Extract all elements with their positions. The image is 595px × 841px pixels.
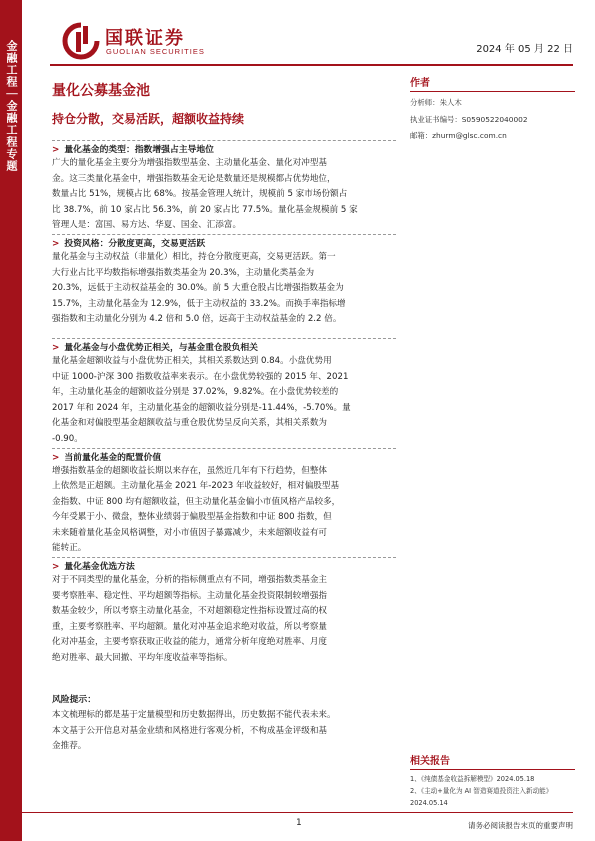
- paragraph-line: 20.3%，远低于主动权益基金的 30.0%。前 5 大重仓股占比增强指数基金为: [52, 283, 344, 294]
- paragraph-line: 能转正。: [52, 543, 87, 554]
- section-heading: > 量化基金与小盘优势正相关，与基金重仓股负相关: [52, 338, 396, 354]
- footer-divider: [22, 812, 573, 813]
- paragraph-line: 年，主动量化基金的超额收益分别是 37.02%，9.82%。在小盘优势较差的: [52, 387, 339, 398]
- paragraph-line: 重，主要考察胜率、平均超额。量化对冲基金追求绝对收益，所以考察量: [52, 621, 328, 632]
- footer-disclaimer: 请务必阅读报告末页的重要声明: [468, 821, 573, 830]
- paragraph-line: 中证 1000-沪深 300 指数收益率来表示。在小盘优势较强的 2015 年、2021: [52, 371, 349, 382]
- paragraph-line: 本文基于公开信息对基金业绩和风格进行客观分析，不构成基金评级和基: [52, 725, 328, 736]
- related-report-link[interactable]: 1、《纯债基金收益拆解模型》2024.05.18: [410, 775, 535, 783]
- paragraph-line: 广大的量化基金主要分为增强指数型基金、主动量化基金、量化对冲型基: [52, 158, 328, 168]
- section-heading: > 投资风格：分散度更高，交易更活跃: [52, 234, 396, 250]
- section-heading: > 量化基金优选方法: [52, 557, 396, 573]
- logo-mark-icon: [62, 22, 100, 60]
- paragraph-line: -0.90。: [52, 433, 83, 444]
- company-logo: [62, 22, 282, 62]
- paragraph-line: 比 38.7%，前 10 家占比 56.3%，前 20 家占比 77.5%。量化基金规模前 5 家: [52, 204, 358, 215]
- report-date: 2024 年 05 月 22 日: [476, 44, 573, 55]
- paragraph-line: 管理人是：富国、易方达、华夏、国金、汇添富。: [52, 220, 242, 231]
- paragraph-line: 上依然是正超额。主动量化基金 2021 年-2023 年收益较好，相对偏股型基: [52, 481, 340, 492]
- paragraph-line: 15.7%，主动量化基金为 12.9%，低于主动权益的 33.2%。而换手率指标增: [52, 298, 346, 309]
- section-correlation: [52, 338, 396, 448]
- analyst-email[interactable]: 邮箱：zhurm@glsc.com.cn: [410, 131, 507, 140]
- analyst-name: 分析师：朱人木: [410, 98, 462, 107]
- paragraph-line: 强指数和主动量化分别为 4.2 倍和 5.0 倍，远高于主动权益基金的 2.2 倍。: [52, 314, 342, 325]
- paragraph-line: 化对冲基金，主要考察获取正收益的能力，通常分析年度绝对胜率、月度: [52, 637, 328, 648]
- chevron-right-icon: >: [52, 562, 60, 573]
- paragraph-line: 金指数、中证 800 均有超额收益，但主动量化基金偏小市值风格产品较多，: [52, 496, 341, 507]
- paragraph-line: 量化基金超额收益与小盘优势正相关，其相关系数达到 0.84。小盘优势用: [52, 355, 332, 366]
- paragraph-line: 2017 年和 2024 年，主动量化基金的超额收益分别是-11.44%，-5.70%。量: [52, 402, 351, 413]
- section-fund-types: [52, 140, 396, 234]
- related-heading: 相关报告: [410, 752, 575, 770]
- author-panel: [410, 74, 575, 145]
- paragraph-line: 绝对胜率、最大回撤、平均年度收益率等指标。: [52, 653, 233, 664]
- paragraph-line: 要考察胜率、稳定性、平均超额等指标。主动量化基金投资限制较增强指: [52, 590, 328, 601]
- related-report-date: 2024.05.14: [410, 799, 448, 807]
- chevron-right-icon: >: [52, 238, 60, 249]
- header-divider: [50, 64, 573, 66]
- chevron-right-icon: >: [52, 145, 60, 155]
- logo-name-en: GUOLIAN SECURITIES: [106, 47, 205, 56]
- section-heading: > 量化基金的类型：指数增强占主导地位: [52, 140, 396, 156]
- paragraph-line: 大行业占比平均数指标增强指数类基金为 20.3%，主动量化类基金为: [52, 267, 315, 278]
- paragraph-line: 数基金较少，所以考察主动量化基金，不对超额稳定性指标设置过高的权: [52, 606, 328, 617]
- certificate-number: 执业证书编号：S0590522040002: [410, 114, 528, 124]
- chevron-right-icon: >: [52, 452, 60, 463]
- side-category-label: 金融工程｜金融工程专题: [5, 40, 18, 172]
- author-heading: 作者: [410, 74, 575, 92]
- paragraph-line: 本文梳理标的都是基于定量模型和历史数据得出，历史数据不能代表未来。: [52, 710, 336, 721]
- risk-warning: [52, 693, 396, 755]
- paragraph-line: 金推荐。: [52, 741, 87, 752]
- paragraph-line: 数量占比 51%，规模占比 68%。按基金管理人统计，规模前 5 家市场份额占: [52, 189, 348, 200]
- report-title: 持仓分散，交易活跃，超额收益持续: [52, 112, 245, 126]
- paragraph-line: 对于不同类型的量化基金，分析的指标侧重点有不同，增强指数类基金主: [52, 575, 328, 586]
- section-selection-method: [52, 557, 396, 667]
- logo-name-cn: 国联证券: [105, 28, 185, 49]
- chevron-right-icon: >: [52, 342, 60, 353]
- paragraph-line: 增强指数基金的超额收益长期以来存在，虽然近几年有下行趋势，但整体: [52, 465, 328, 476]
- paragraph-line: 化基金和对偏股型基金超额收益与重仓股优势呈反向关系，其相关系数为: [52, 418, 328, 429]
- risk-label: 风险提示：: [52, 694, 96, 705]
- report-type: 量化公募基金池: [52, 83, 150, 99]
- section-heading: > 当前量化基金的配置价值: [52, 448, 396, 464]
- paragraph-line: 未来随着量化基金风格调整，对小市值因子暴露减少，未来超额收益有可: [52, 527, 328, 538]
- section-allocation-value: [52, 448, 396, 558]
- paragraph-line: 今年受累于小、微盘，整体业绩弱于偏股型基金指数和中证 800 指数，但: [52, 512, 332, 523]
- page-number: 1: [296, 818, 302, 828]
- side-bar: [0, 0, 22, 841]
- related-reports: [410, 752, 575, 809]
- section-investment-style: [52, 234, 396, 328]
- related-report-link[interactable]: 2、《主动+量化为 AI 智造赛道投资注入新动能》: [410, 787, 553, 795]
- paragraph-line: 量化基金与主动权益（非量化）相比，持仓分散度更高，交易更活跃。第一: [52, 251, 336, 262]
- report-body: [52, 140, 396, 755]
- paragraph-line: 金。这三类量化基金中，增强指数基金无论是数量还是规模都占优势地位，: [52, 173, 336, 184]
